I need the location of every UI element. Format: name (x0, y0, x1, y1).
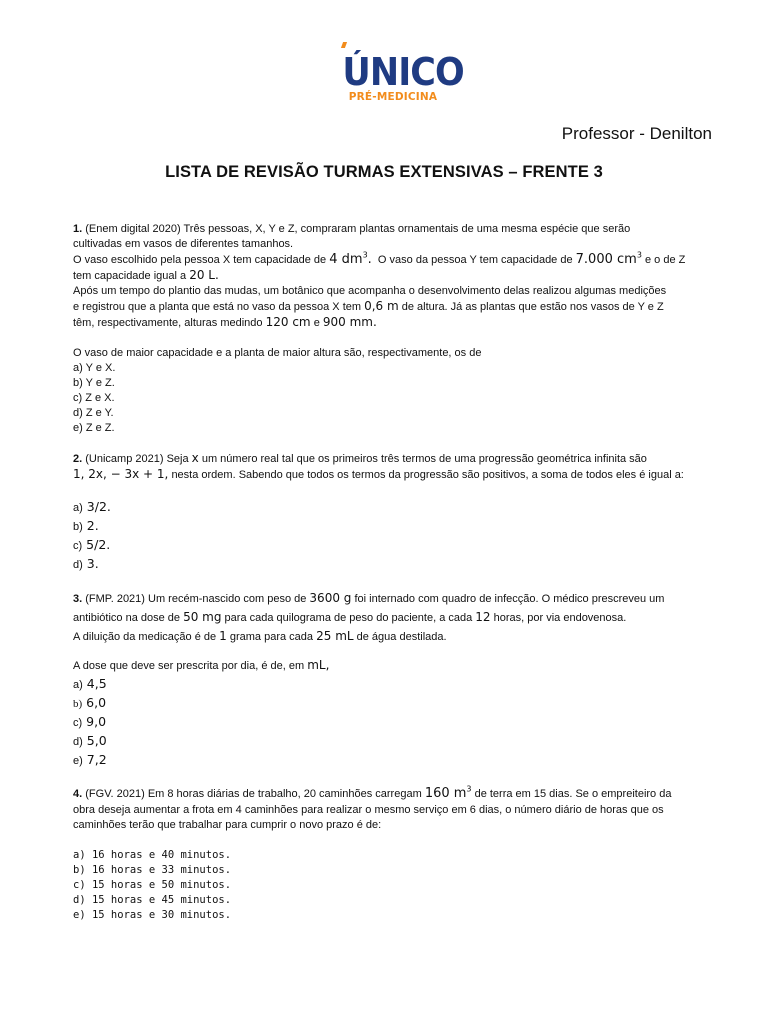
answer-option: d) 15 horas e 45 minutos. (73, 894, 232, 906)
question-text: cultivadas em vasos de diferentes tamanhos. (73, 238, 294, 250)
answer-option: b) 16 horas e 33 minutos. (73, 864, 232, 876)
question-text: para cada quilograma de peso do paciente, a cada (224, 612, 473, 624)
answer-option: c) Z e X. (73, 392, 115, 404)
math-value: x (191, 451, 199, 465)
logo-tagline: PRÉ-MEDICINA (348, 91, 438, 103)
answer-option: a) Y e X. (73, 362, 116, 374)
question-text: (FMP. 2021) Um recém-nascido com peso de (85, 593, 307, 605)
question-text: têm, respectivamente, alturas medindo (73, 317, 263, 329)
question-text: caminhões terão que trabalhar para cumprir o novo prazo é de: (73, 819, 382, 831)
question-text: antibiótico na dose de (73, 612, 181, 624)
math-value: 7.000 $cm^3$ (575, 250, 642, 267)
answer-option: e) Z e Z. (73, 422, 115, 434)
answer-option: a) 3/2. (73, 499, 111, 514)
question-prompt: O vaso de maior capacidade e a planta de maior altura são, respectivamente, os de (73, 347, 482, 359)
document-body (73, 222, 713, 923)
question-3 (73, 589, 713, 770)
answer-option: d) 5,0 (73, 733, 107, 748)
math-value: 1 (219, 629, 227, 643)
question-number: 1. (73, 223, 83, 235)
question-1 (73, 222, 713, 436)
answer-option: d) Z e Y. (73, 407, 114, 419)
question-text: horas, por via endovenosa. (493, 612, 627, 624)
math-value: 0,6 m (364, 299, 399, 313)
question-text: A diluição da medicação é de (73, 631, 217, 643)
answer-option: e) 7,2 (73, 752, 107, 767)
math-value: 3600 g (309, 591, 352, 605)
math-value: 4 $dm^3$. (329, 250, 372, 267)
answer-options (73, 848, 713, 923)
logo-accent-mark (341, 42, 347, 48)
question-text: Após um tempo do plantio das mudas, um botânico que acompanha o desenvolvimento delas realizou algumas medições (73, 285, 667, 297)
question-text: (FGV. 2021) Em 8 horas diárias de trabalho, 20 caminhões carregam (85, 788, 422, 800)
answer-option: a) 4,5 (73, 676, 107, 691)
math-value: 900 mm. (322, 315, 377, 329)
question-text: O vaso da pessoa Y tem capacidade de (377, 254, 573, 266)
document-title: LISTA DE REVISÃO TURMAS EXTENSIVAS – FRENTE 3 (165, 163, 603, 181)
answer-option: c) 5/2. (73, 537, 111, 552)
question-text: grama para cada (229, 631, 314, 643)
math-value: 25 mL (316, 629, 354, 643)
question-text: tem capacidade igual a (73, 270, 187, 282)
question-text: O vaso escolhido pela pessoa X tem capacidade de (73, 254, 327, 266)
question-text: obra deseja aumentar a frota em 4 caminhões para realizar o mesmo serviço em 6 dias, o número diário de horas que os (73, 804, 664, 816)
question-4 (73, 785, 713, 923)
question-text: de água destilada. (356, 631, 447, 643)
question-text: de terra em 15 dias. Se o empreiteiro da (474, 788, 672, 800)
answer-option: a) 16 horas e 40 minutos. (73, 849, 232, 861)
answer-option: b) Y e Z. (73, 377, 115, 389)
unico-logo (338, 42, 464, 108)
answer-option: b) 2. (73, 518, 99, 533)
question-text: um número real tal que os primeiros três termos de uma progressão geométrica infinita são (201, 453, 647, 465)
answer-option: b) 6,0 (73, 695, 107, 710)
answer-option: c) 15 horas e 50 minutos. (73, 879, 232, 891)
question-text: de altura. Já as plantas que estão nos vasos de Y e Z (401, 301, 664, 313)
question-text: e (313, 317, 320, 329)
question-number: 4. (73, 788, 83, 800)
professor-name: Professor - Denilton (561, 124, 712, 143)
math-value: 120 cm (265, 315, 311, 329)
math-value: mL, (307, 658, 330, 672)
question-prompt: A dose que deve ser prescrita por dia, é de, em (73, 660, 305, 672)
answer-option: d) 3. (73, 556, 99, 571)
math-value: 12 (475, 610, 491, 624)
math-value: 50 mg (183, 610, 222, 624)
question-text: (Unicamp 2021) Seja (85, 453, 189, 465)
math-value: 1, 2x, − 3x + 1, (73, 467, 169, 481)
question-number: 2. (73, 453, 83, 465)
question-text: e o de Z (644, 254, 686, 266)
question-2 (73, 451, 713, 574)
question-text: nesta ordem. Sabendo que todos os termos da progressão são positivos, a soma de todos eles é igual a: (171, 469, 684, 481)
question-number: 3. (73, 593, 83, 605)
question-text: (Enem digital 2020) Três pessoas, X, Y e Z, compraram plantas ornamentais de uma mesma espécie que serão (85, 223, 631, 235)
math-value: 160 $m^3$ (424, 784, 472, 801)
answer-option: e) 15 horas e 30 minutos. (73, 909, 232, 921)
question-text: e registrou que a planta que está no vaso da pessoa X tem (73, 301, 362, 313)
math-value: 20 L. (189, 268, 219, 282)
question-text: foi internado com quadro de infecção. O médico prescreveu um (354, 593, 665, 605)
logo-wordmark: ÚNICO (342, 50, 464, 94)
answer-option: c) 9,0 (73, 714, 107, 729)
